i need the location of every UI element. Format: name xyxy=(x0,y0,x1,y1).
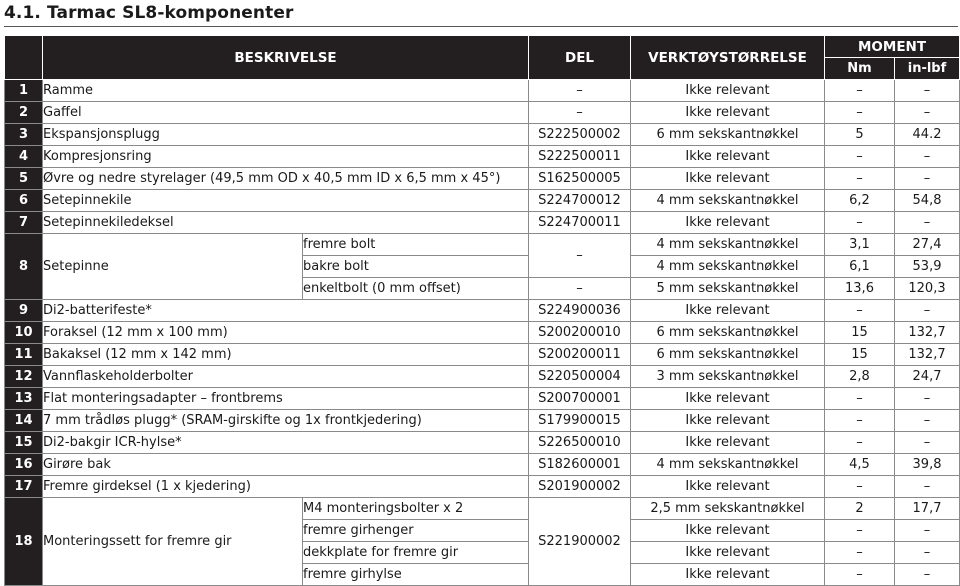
row-number: 12 xyxy=(5,366,43,388)
row-tool: Ikke relevant xyxy=(631,102,825,124)
row-inlbf: – xyxy=(895,146,960,168)
row-number: 5 xyxy=(5,168,43,190)
header-part: DEL xyxy=(529,36,631,80)
row-subitem: M4 monteringsbolter x 2 xyxy=(303,498,529,520)
table-row xyxy=(5,476,960,498)
row-description: Ekspansjonsplugg xyxy=(43,124,529,146)
row-nm: – xyxy=(825,146,895,168)
row-tool: 6 mm sekskantnøkkel xyxy=(631,124,825,146)
row-tool: Ikke relevant xyxy=(631,564,825,586)
row-tool: Ikke relevant xyxy=(631,212,825,234)
row-part: S200200010 xyxy=(529,322,631,344)
row-nm: – xyxy=(825,212,895,234)
row-subitem: enkeltbolt (0 mm offset) xyxy=(303,278,529,300)
row-nm: – xyxy=(825,542,895,564)
row-nm: – xyxy=(825,388,895,410)
row-nm: 2,8 xyxy=(825,366,895,388)
table-row xyxy=(5,234,960,256)
row-subitem: dekkplate for fremre gir xyxy=(303,542,529,564)
row-subitem: bakre bolt xyxy=(303,256,529,278)
section-title: 4.1. Tarmac SL8-komponenter xyxy=(4,3,294,23)
table-row xyxy=(5,102,960,124)
row-tool: Ikke relevant xyxy=(631,146,825,168)
row-inlbf: 39,8 xyxy=(895,454,960,476)
row-number: 17 xyxy=(5,476,43,498)
table-row xyxy=(5,366,960,388)
row-tool: Ikke relevant xyxy=(631,410,825,432)
row-description: Di2-batterifeste* xyxy=(43,300,529,322)
row-inlbf: 132,7 xyxy=(895,344,960,366)
row-nm: – xyxy=(825,80,895,102)
row-nm: – xyxy=(825,432,895,454)
row-part: S224700011 xyxy=(529,212,631,234)
row-number: 13 xyxy=(5,388,43,410)
row-nm: – xyxy=(825,168,895,190)
table-row xyxy=(5,190,960,212)
header-description: BESKRIVELSE xyxy=(43,36,529,80)
row-description: Vannflaskeholderbolter xyxy=(43,366,529,388)
table-row xyxy=(5,168,960,190)
row-inlbf: 24,7 xyxy=(895,366,960,388)
row-part: S200700001 xyxy=(529,388,631,410)
row-inlbf: – xyxy=(895,102,960,124)
row-number: 2 xyxy=(5,102,43,124)
row-description: Di2-bakgir ICR-hylse* xyxy=(43,432,529,454)
header-torque: MOMENT xyxy=(825,36,960,58)
components-table xyxy=(4,35,960,586)
row-nm: 15 xyxy=(825,322,895,344)
row-inlbf: 53,9 xyxy=(895,256,960,278)
header-inlbf: in-lbf xyxy=(895,58,960,80)
row-number: 1 xyxy=(5,80,43,102)
row-inlbf: – xyxy=(895,564,960,586)
row-part: – xyxy=(529,234,631,278)
row-description: Gaffel xyxy=(43,102,529,124)
row-number: 16 xyxy=(5,454,43,476)
row-nm: 4,5 xyxy=(825,454,895,476)
row-nm: 6,2 xyxy=(825,190,895,212)
row-nm: – xyxy=(825,564,895,586)
row-nm: – xyxy=(825,520,895,542)
row-number: 9 xyxy=(5,300,43,322)
row-description: Monteringssett for fremre gir xyxy=(43,498,303,586)
row-part: S220500004 xyxy=(529,366,631,388)
table-row xyxy=(5,80,960,102)
row-tool: Ikke relevant xyxy=(631,542,825,564)
row-description: Kompresjonsring xyxy=(43,146,529,168)
row-subitem: fremre girhenger xyxy=(303,520,529,542)
row-tool: 4 mm sekskantnøkkel xyxy=(631,454,825,476)
row-inlbf: 54,8 xyxy=(895,190,960,212)
row-tool: 4 mm sekskantnøkkel xyxy=(631,190,825,212)
row-description: Setepinnekiledeksel xyxy=(43,212,529,234)
row-nm: 2 xyxy=(825,498,895,520)
row-number: 18 xyxy=(5,498,43,586)
row-inlbf: 44.2 xyxy=(895,124,960,146)
row-part: S179900015 xyxy=(529,410,631,432)
row-tool: Ikke relevant xyxy=(631,388,825,410)
table-row xyxy=(5,388,960,410)
row-number: 3 xyxy=(5,124,43,146)
row-part: S224700012 xyxy=(529,190,631,212)
row-description: 7 mm trådløs plugg* (SRAM-girskifte og 1x frontkjedering) xyxy=(43,410,529,432)
row-part: S201900002 xyxy=(529,476,631,498)
row-part: S221900002 xyxy=(529,498,631,586)
row-description: Flat monteringsadapter – frontbrems xyxy=(43,388,529,410)
row-part: – xyxy=(529,278,631,300)
row-tool: 4 mm sekskantnøkkel xyxy=(631,256,825,278)
row-inlbf: 17,7 xyxy=(895,498,960,520)
row-part: S182600001 xyxy=(529,454,631,476)
row-nm: – xyxy=(825,410,895,432)
row-inlbf: – xyxy=(895,168,960,190)
row-description: Setepinnekile xyxy=(43,190,529,212)
table-row xyxy=(5,212,960,234)
row-number: 14 xyxy=(5,410,43,432)
row-tool: Ikke relevant xyxy=(631,300,825,322)
table-row xyxy=(5,322,960,344)
row-part: – xyxy=(529,80,631,102)
row-description: Fremre girdeksel (1 x kjedering) xyxy=(43,476,529,498)
table-row xyxy=(5,344,960,366)
row-nm: – xyxy=(825,102,895,124)
row-inlbf: – xyxy=(895,300,960,322)
row-tool: 4 mm sekskantnøkkel xyxy=(631,234,825,256)
row-part: S226500010 xyxy=(529,432,631,454)
table-row xyxy=(5,498,960,520)
row-inlbf: – xyxy=(895,520,960,542)
row-number: 4 xyxy=(5,146,43,168)
row-nm: 15 xyxy=(825,344,895,366)
row-inlbf: – xyxy=(895,410,960,432)
row-part: S222500011 xyxy=(529,146,631,168)
row-nm: 3,1 xyxy=(825,234,895,256)
row-number: 7 xyxy=(5,212,43,234)
row-part: S224900036 xyxy=(529,300,631,322)
title-divider xyxy=(4,26,958,27)
row-tool: Ikke relevant xyxy=(631,80,825,102)
row-description: Setepinne xyxy=(43,234,303,300)
row-part: S200200011 xyxy=(529,344,631,366)
table-row xyxy=(5,432,960,454)
row-inlbf: – xyxy=(895,388,960,410)
row-tool: 5 mm sekskantnøkkel xyxy=(631,278,825,300)
row-part: S162500005 xyxy=(529,168,631,190)
row-tool: 3 mm sekskantnøkkel xyxy=(631,366,825,388)
row-tool: 6 mm sekskantnøkkel xyxy=(631,344,825,366)
row-number: 6 xyxy=(5,190,43,212)
row-subitem: fremre girhylse xyxy=(303,564,529,586)
row-number: 8 xyxy=(5,234,43,300)
header-number xyxy=(5,36,43,80)
row-nm: 5 xyxy=(825,124,895,146)
row-number: 15 xyxy=(5,432,43,454)
table-row xyxy=(5,124,960,146)
row-inlbf: – xyxy=(895,212,960,234)
table-row xyxy=(5,300,960,322)
row-description: Foraksel (12 mm x 100 mm) xyxy=(43,322,529,344)
row-number: 10 xyxy=(5,322,43,344)
header-nm: Nm xyxy=(825,58,895,80)
row-inlbf: 27,4 xyxy=(895,234,960,256)
row-nm: 6,1 xyxy=(825,256,895,278)
row-inlbf: 120,3 xyxy=(895,278,960,300)
row-description: Bakaksel (12 mm x 142 mm) xyxy=(43,344,529,366)
row-nm: – xyxy=(825,476,895,498)
row-inlbf: – xyxy=(895,542,960,564)
row-description: Ramme xyxy=(43,80,529,102)
row-tool: 6 mm sekskantnøkkel xyxy=(631,322,825,344)
row-nm: 13,6 xyxy=(825,278,895,300)
row-number: 11 xyxy=(5,344,43,366)
table-row xyxy=(5,146,960,168)
table-row xyxy=(5,454,960,476)
row-inlbf: – xyxy=(895,476,960,498)
row-tool: Ikke relevant xyxy=(631,476,825,498)
row-inlbf: – xyxy=(895,80,960,102)
row-tool: 2,5 mm sekskantnøkkel xyxy=(631,498,825,520)
row-description: Girøre bak xyxy=(43,454,529,476)
row-subitem: fremre bolt xyxy=(303,234,529,256)
row-nm: – xyxy=(825,300,895,322)
row-part: – xyxy=(529,102,631,124)
row-tool: Ikke relevant xyxy=(631,520,825,542)
row-inlbf: 132,7 xyxy=(895,322,960,344)
row-part: S222500002 xyxy=(529,124,631,146)
row-tool: Ikke relevant xyxy=(631,432,825,454)
row-inlbf: – xyxy=(895,432,960,454)
row-tool: Ikke relevant xyxy=(631,168,825,190)
header-tool: VERKTØYSTØRRELSE xyxy=(631,36,825,80)
row-description: Øvre og nedre styrelager (49,5 mm OD x 40,5 mm ID x 6,5 mm x 45°) xyxy=(43,168,529,190)
table-row xyxy=(5,410,960,432)
